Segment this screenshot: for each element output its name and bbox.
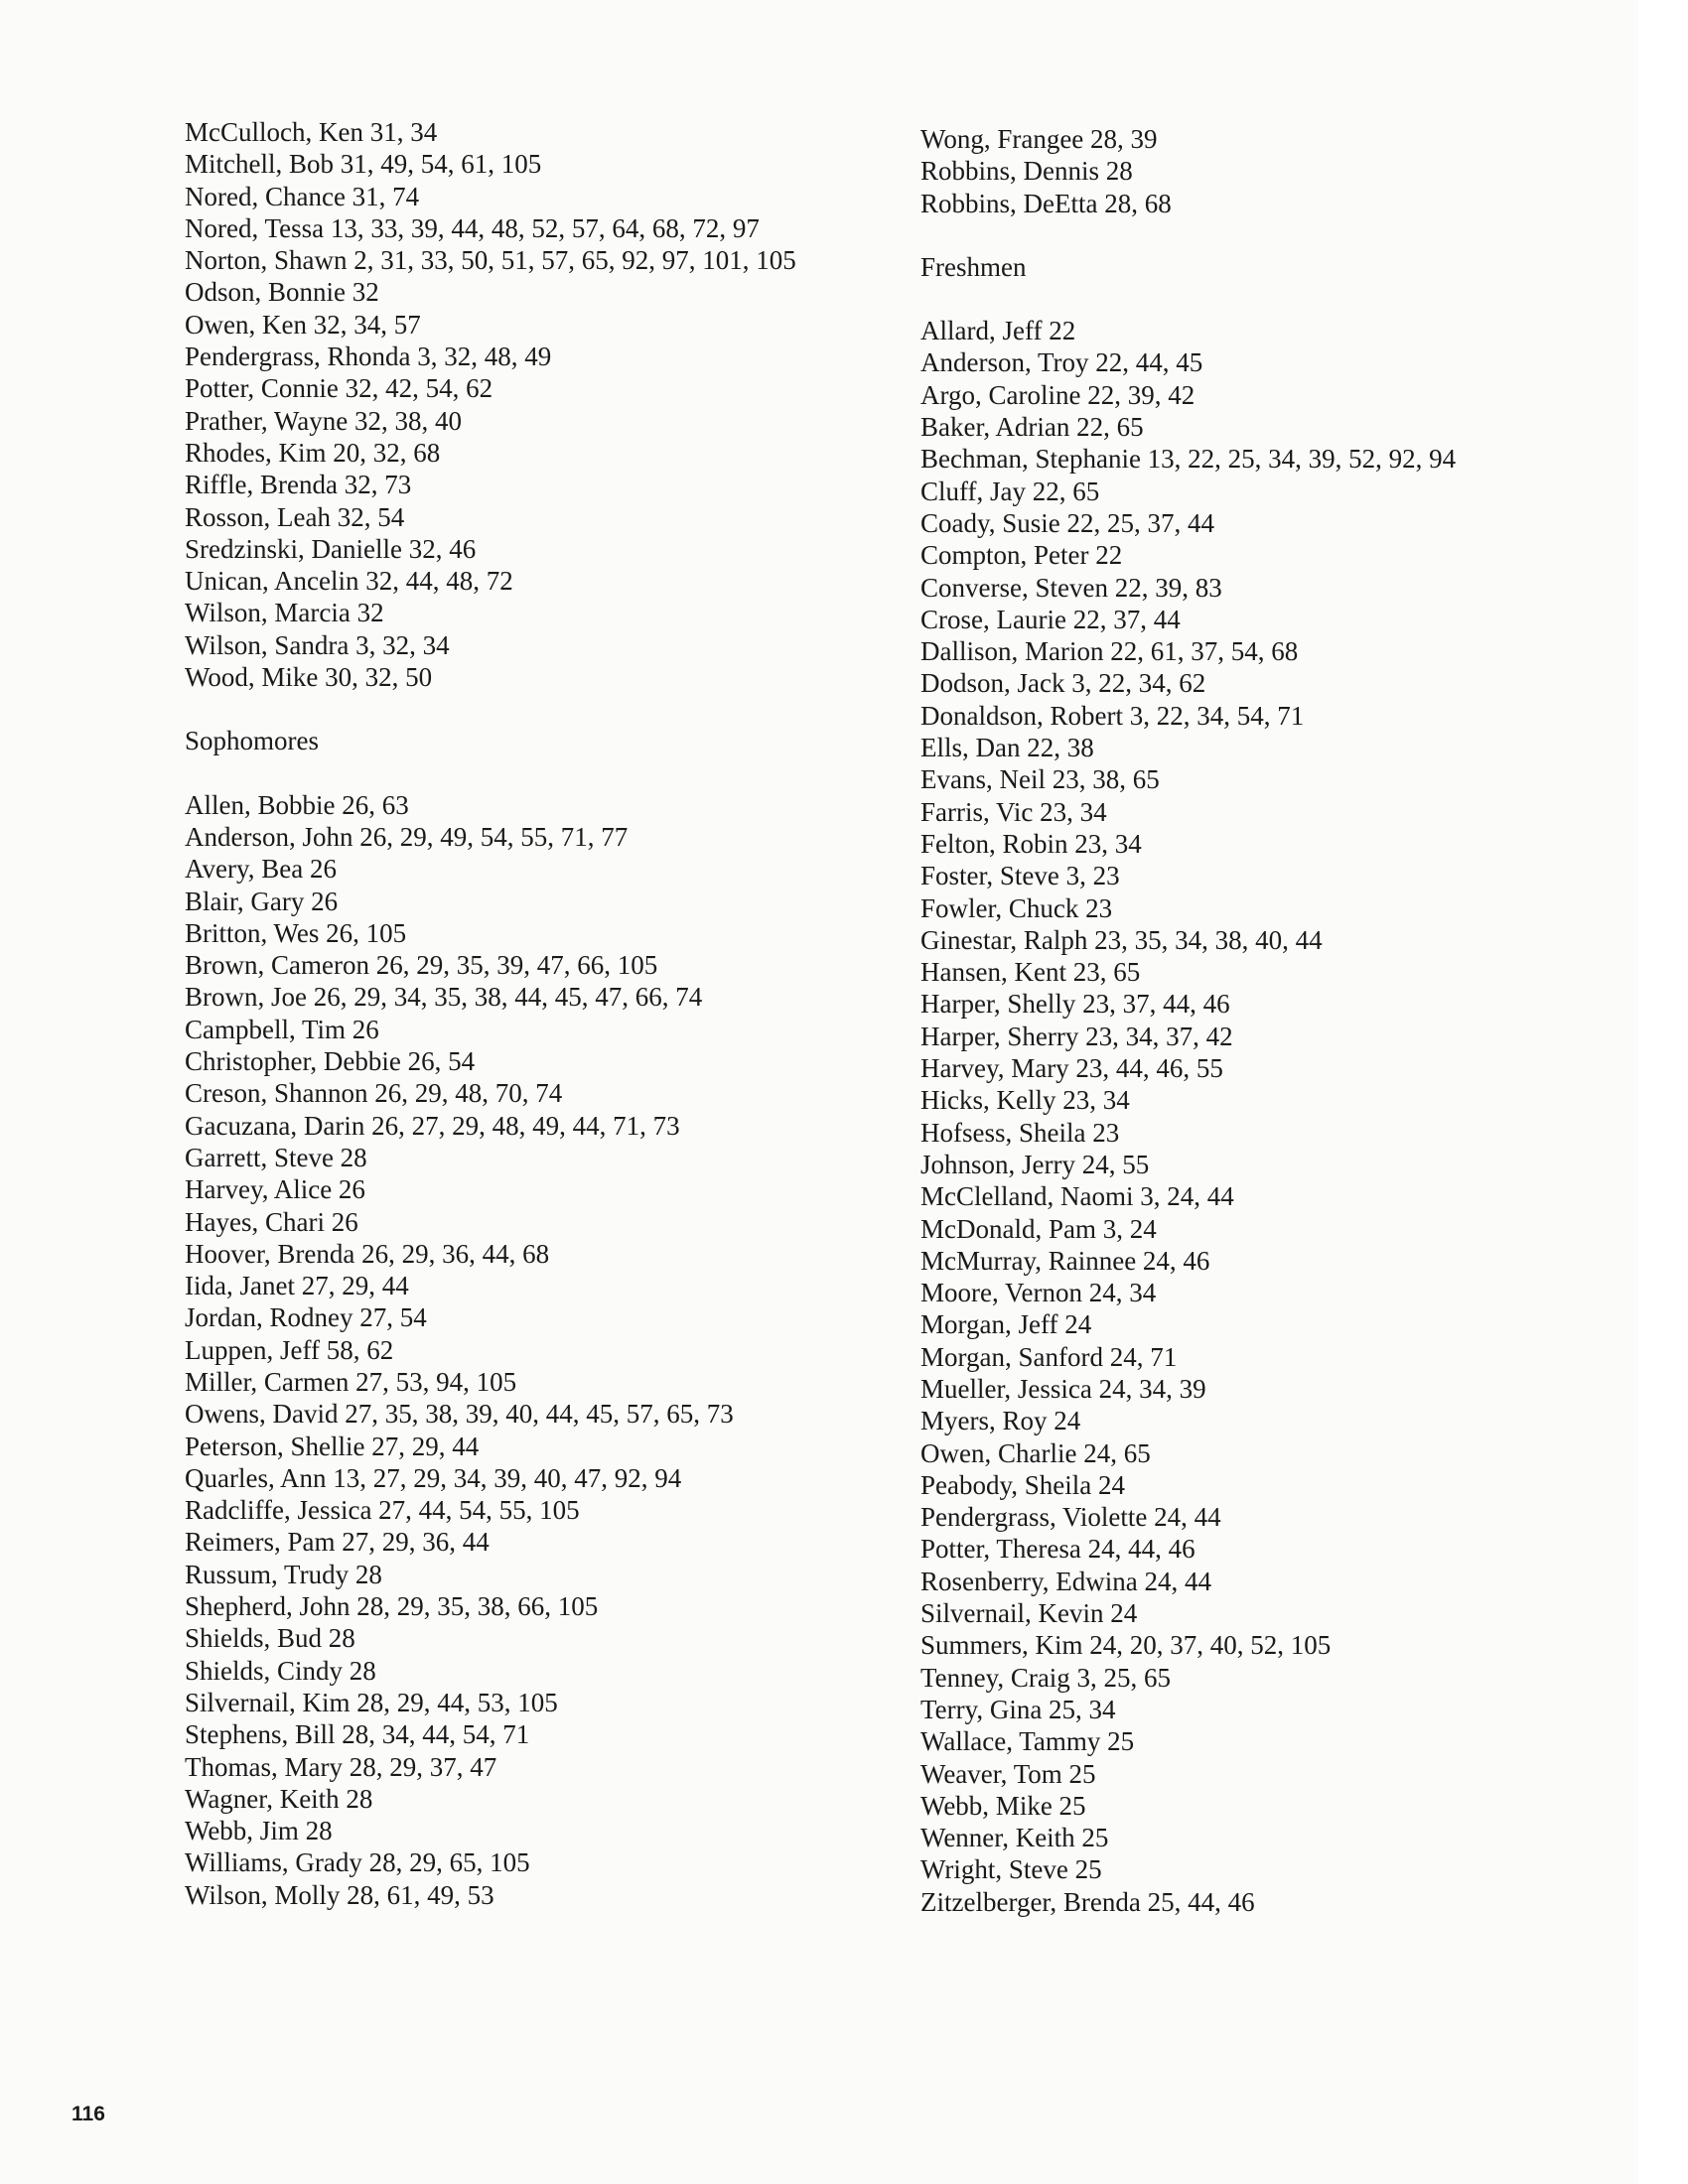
index-entry: Weaver, Tom 25	[920, 1758, 1096, 1789]
section-heading-freshmen: Freshmen	[920, 251, 1027, 282]
index-entry: Brown, Cameron 26, 29, 35, 39, 47, 66, 105	[185, 950, 658, 981]
section-heading-sophomores: Sophomores	[185, 726, 319, 756]
index-entry: Summers, Kim 24, 20, 37, 40, 52, 105	[920, 1630, 1332, 1661]
index-entry: Owen, Charlie 24, 65	[920, 1437, 1151, 1468]
index-entry: Rosenberry, Edwina 24, 44	[920, 1566, 1211, 1596]
index-entry: Anderson, John 26, 29, 49, 54, 55, 71, 77	[185, 821, 629, 852]
index-entry: Hansen, Kent 23, 65	[920, 957, 1141, 988]
index-entry: Felton, Robin 23, 34	[920, 828, 1142, 859]
index-entry: Sredzinski, Danielle 32, 46	[185, 533, 477, 564]
index-entry: Wilson, Marcia 32	[185, 598, 384, 628]
index-entry: Dallison, Marion 22, 61, 37, 54, 68	[920, 636, 1299, 667]
index-entry: Radcliffe, Jessica 27, 44, 54, 55, 105	[185, 1495, 580, 1526]
index-entry: Ginestar, Ralph 23, 35, 34, 38, 40, 44	[920, 924, 1323, 955]
index-entry: Iida, Janet 27, 29, 44	[185, 1271, 409, 1301]
index-entry: Prather, Wayne 32, 38, 40	[185, 405, 462, 436]
index-entry: Quarles, Ann 13, 27, 29, 34, 39, 40, 47, 92, 94	[185, 1462, 682, 1493]
left-column	[185, 116, 860, 1911]
index-entry: McClelland, Naomi 3, 24, 44	[920, 1181, 1234, 1212]
freshmen-list	[920, 315, 1616, 1918]
index-entry: Odson, Bonnie 32	[185, 277, 379, 308]
right-column	[920, 123, 1616, 1918]
index-entry: Harper, Shelly 23, 37, 44, 46	[920, 989, 1230, 1020]
index-entry: Peterson, Shellie 27, 29, 44	[185, 1431, 480, 1461]
index-entry: Blair, Gary 26	[185, 886, 339, 916]
index-entry: Foster, Steve 3, 23	[920, 861, 1120, 891]
index-entry: Owens, David 27, 35, 38, 39, 40, 44, 45, 57, 65, 73	[185, 1399, 734, 1430]
index-entry: Webb, Jim 28	[185, 1816, 333, 1846]
index-entry: Hicks, Kelly 23, 34	[920, 1085, 1130, 1116]
index-entry: Wong, Frangee 28, 39	[920, 124, 1158, 154]
index-entry: Garrett, Steve 28	[185, 1142, 367, 1172]
index-entry: Creson, Shannon 26, 29, 48, 70, 74	[185, 1078, 563, 1109]
juniors-continued-list	[920, 123, 1616, 219]
index-entry: Compton, Peter 22	[920, 540, 1123, 571]
index-entry: Moore, Vernon 24, 34	[920, 1278, 1157, 1308]
juniors-list	[185, 116, 860, 693]
index-entry: Farris, Vic 23, 34	[920, 796, 1107, 827]
index-entry: Fowler, Chuck 23	[920, 892, 1113, 923]
index-entry: Hoover, Brenda 26, 29, 36, 44, 68	[185, 1238, 550, 1269]
index-entry: Nored, Chance 31, 74	[185, 181, 420, 211]
index-entry: Hofsess, Sheila 23	[920, 1117, 1120, 1148]
index-entry: McMurray, Rainnee 24, 46	[920, 1245, 1210, 1276]
index-entry: Wilson, Sandra 3, 32, 34	[185, 629, 450, 660]
index-entry: Evans, Neil 23, 38, 65	[920, 764, 1160, 795]
index-entry: McDonald, Pam 3, 24	[920, 1213, 1157, 1244]
index-entry: Wilson, Molly 28, 61, 49, 53	[185, 1879, 494, 1910]
index-entry: Luppen, Jeff 58, 62	[185, 1334, 394, 1365]
index-entry: Cluff, Jay 22, 65	[920, 476, 1100, 506]
index-entry: Miller, Carmen 27, 53, 94, 105	[185, 1366, 517, 1397]
index-entry: Allard, Jeff 22	[920, 316, 1076, 346]
index-entry: Donaldson, Robert 3, 22, 34, 54, 71	[920, 700, 1305, 731]
index-entry: Avery, Bea 26	[185, 854, 337, 885]
index-entry: Shepherd, John 28, 29, 35, 38, 66, 105	[185, 1591, 599, 1622]
index-entry: Wood, Mike 30, 32, 50	[185, 662, 433, 693]
index-entry: Terry, Gina 25, 34	[920, 1694, 1116, 1724]
index-entry: Anderson, Troy 22, 44, 45	[920, 347, 1203, 378]
index-entry: Thomas, Mary 28, 29, 37, 47	[185, 1751, 497, 1782]
index-entry: Baker, Adrian 22, 65	[920, 412, 1144, 443]
index-entry: Johnson, Jerry 24, 55	[920, 1149, 1150, 1179]
index-entry: Peabody, Sheila 24	[920, 1469, 1125, 1500]
index-entry: Silvernail, Kevin 24	[920, 1598, 1138, 1629]
index-entry: Russum, Trudy 28	[185, 1559, 382, 1589]
index-entry: Shields, Cindy 28	[185, 1655, 376, 1686]
index-entry: Converse, Steven 22, 39, 83	[920, 572, 1222, 603]
index-entry: Robbins, Dennis 28	[920, 156, 1133, 187]
index-entry: Christopher, Debbie 26, 54	[185, 1046, 476, 1077]
index-entry: Wright, Steve 25	[920, 1854, 1102, 1885]
index-entry: Brown, Joe 26, 29, 34, 35, 38, 44, 45, 47, 66, 74	[185, 982, 703, 1013]
index-entry: Britton, Wes 26, 105	[185, 917, 407, 948]
index-entry: Mueller, Jessica 24, 34, 39	[920, 1373, 1206, 1404]
index-entry: Potter, Connie 32, 42, 54, 62	[185, 373, 493, 404]
index-entry: Wallace, Tammy 25	[920, 1726, 1135, 1757]
index-entry: Shields, Bud 28	[185, 1623, 355, 1654]
index-entry: Coady, Susie 22, 25, 37, 44	[920, 507, 1214, 538]
index-entry: Morgan, Sanford 24, 71	[920, 1341, 1178, 1372]
index-entry: Silvernail, Kim 28, 29, 44, 53, 105	[185, 1687, 558, 1717]
index-entry: Mitchell, Bob 31, 49, 54, 61, 105	[185, 149, 542, 180]
sophomores-list	[185, 789, 860, 1911]
index-entry: Williams, Grady 28, 29, 65, 105	[185, 1847, 530, 1878]
index-entry: Campbell, Tim 26	[185, 1014, 379, 1044]
index-entry: Webb, Mike 25	[920, 1790, 1086, 1821]
index-entry: Gacuzana, Darin 26, 27, 29, 48, 49, 44, 71, 73	[185, 1110, 680, 1141]
index-entry: Harper, Sherry 23, 34, 37, 42	[920, 1021, 1233, 1051]
index-entry: Robbins, DeEtta 28, 68	[920, 188, 1172, 218]
index-entry: Nored, Tessa 13, 33, 39, 44, 48, 52, 57, 64, 68, 72, 97	[185, 212, 760, 243]
index-entry: Ells, Dan 22, 38	[920, 733, 1094, 763]
index-entry: Stephens, Bill 28, 34, 44, 54, 71	[185, 1719, 530, 1750]
index-entry: Unican, Ancelin 32, 44, 48, 72	[185, 566, 513, 597]
page-number: 116	[71, 2103, 105, 2125]
index-entry: Potter, Theresa 24, 44, 46	[920, 1534, 1196, 1565]
index-entry: Rosson, Leah 32, 54	[185, 501, 405, 532]
index-entry: Dodson, Jack 3, 22, 34, 62	[920, 668, 1206, 699]
index-entry: McCulloch, Ken 31, 34	[185, 117, 438, 147]
index-entry: Pendergrass, Violette 24, 44	[920, 1502, 1221, 1533]
index-entry: Morgan, Jeff 24	[920, 1309, 1092, 1340]
index-entry: Riffle, Brenda 32, 73	[185, 470, 412, 500]
index-entry: Pendergrass, Rhonda 3, 32, 48, 49	[185, 341, 552, 372]
index-entry: Tenney, Craig 3, 25, 65	[920, 1662, 1172, 1693]
index-entry: Bechman, Stephanie 13, 22, 25, 34, 39, 52, 92, 94	[920, 444, 1457, 475]
index-entry: Zitzelberger, Brenda 25, 44, 46	[920, 1886, 1255, 1917]
index-entry: Crose, Laurie 22, 37, 44	[920, 604, 1181, 634]
index-entry: Jordan, Rodney 27, 54	[185, 1302, 427, 1333]
index-entry: Harvey, Alice 26	[185, 1174, 365, 1205]
index-entry: Harvey, Mary 23, 44, 46, 55	[920, 1053, 1223, 1084]
index-entry: Rhodes, Kim 20, 32, 68	[185, 437, 441, 468]
index-entry: Myers, Roy 24	[920, 1406, 1081, 1436]
index-entry: Owen, Ken 32, 34, 57	[185, 309, 421, 340]
index-entry: Argo, Caroline 22, 39, 42	[920, 379, 1196, 410]
index-entry: Norton, Shawn 2, 31, 33, 50, 51, 57, 65, 92, 97, 101, 105	[185, 245, 796, 276]
index-entry: Wagner, Keith 28	[185, 1783, 373, 1814]
index-entry: Reimers, Pam 27, 29, 36, 44	[185, 1527, 490, 1558]
index-entry: Wenner, Keith 25	[920, 1823, 1109, 1853]
index-entry: Allen, Bobbie 26, 63	[185, 789, 409, 820]
index-entry: Hayes, Chari 26	[185, 1206, 358, 1237]
